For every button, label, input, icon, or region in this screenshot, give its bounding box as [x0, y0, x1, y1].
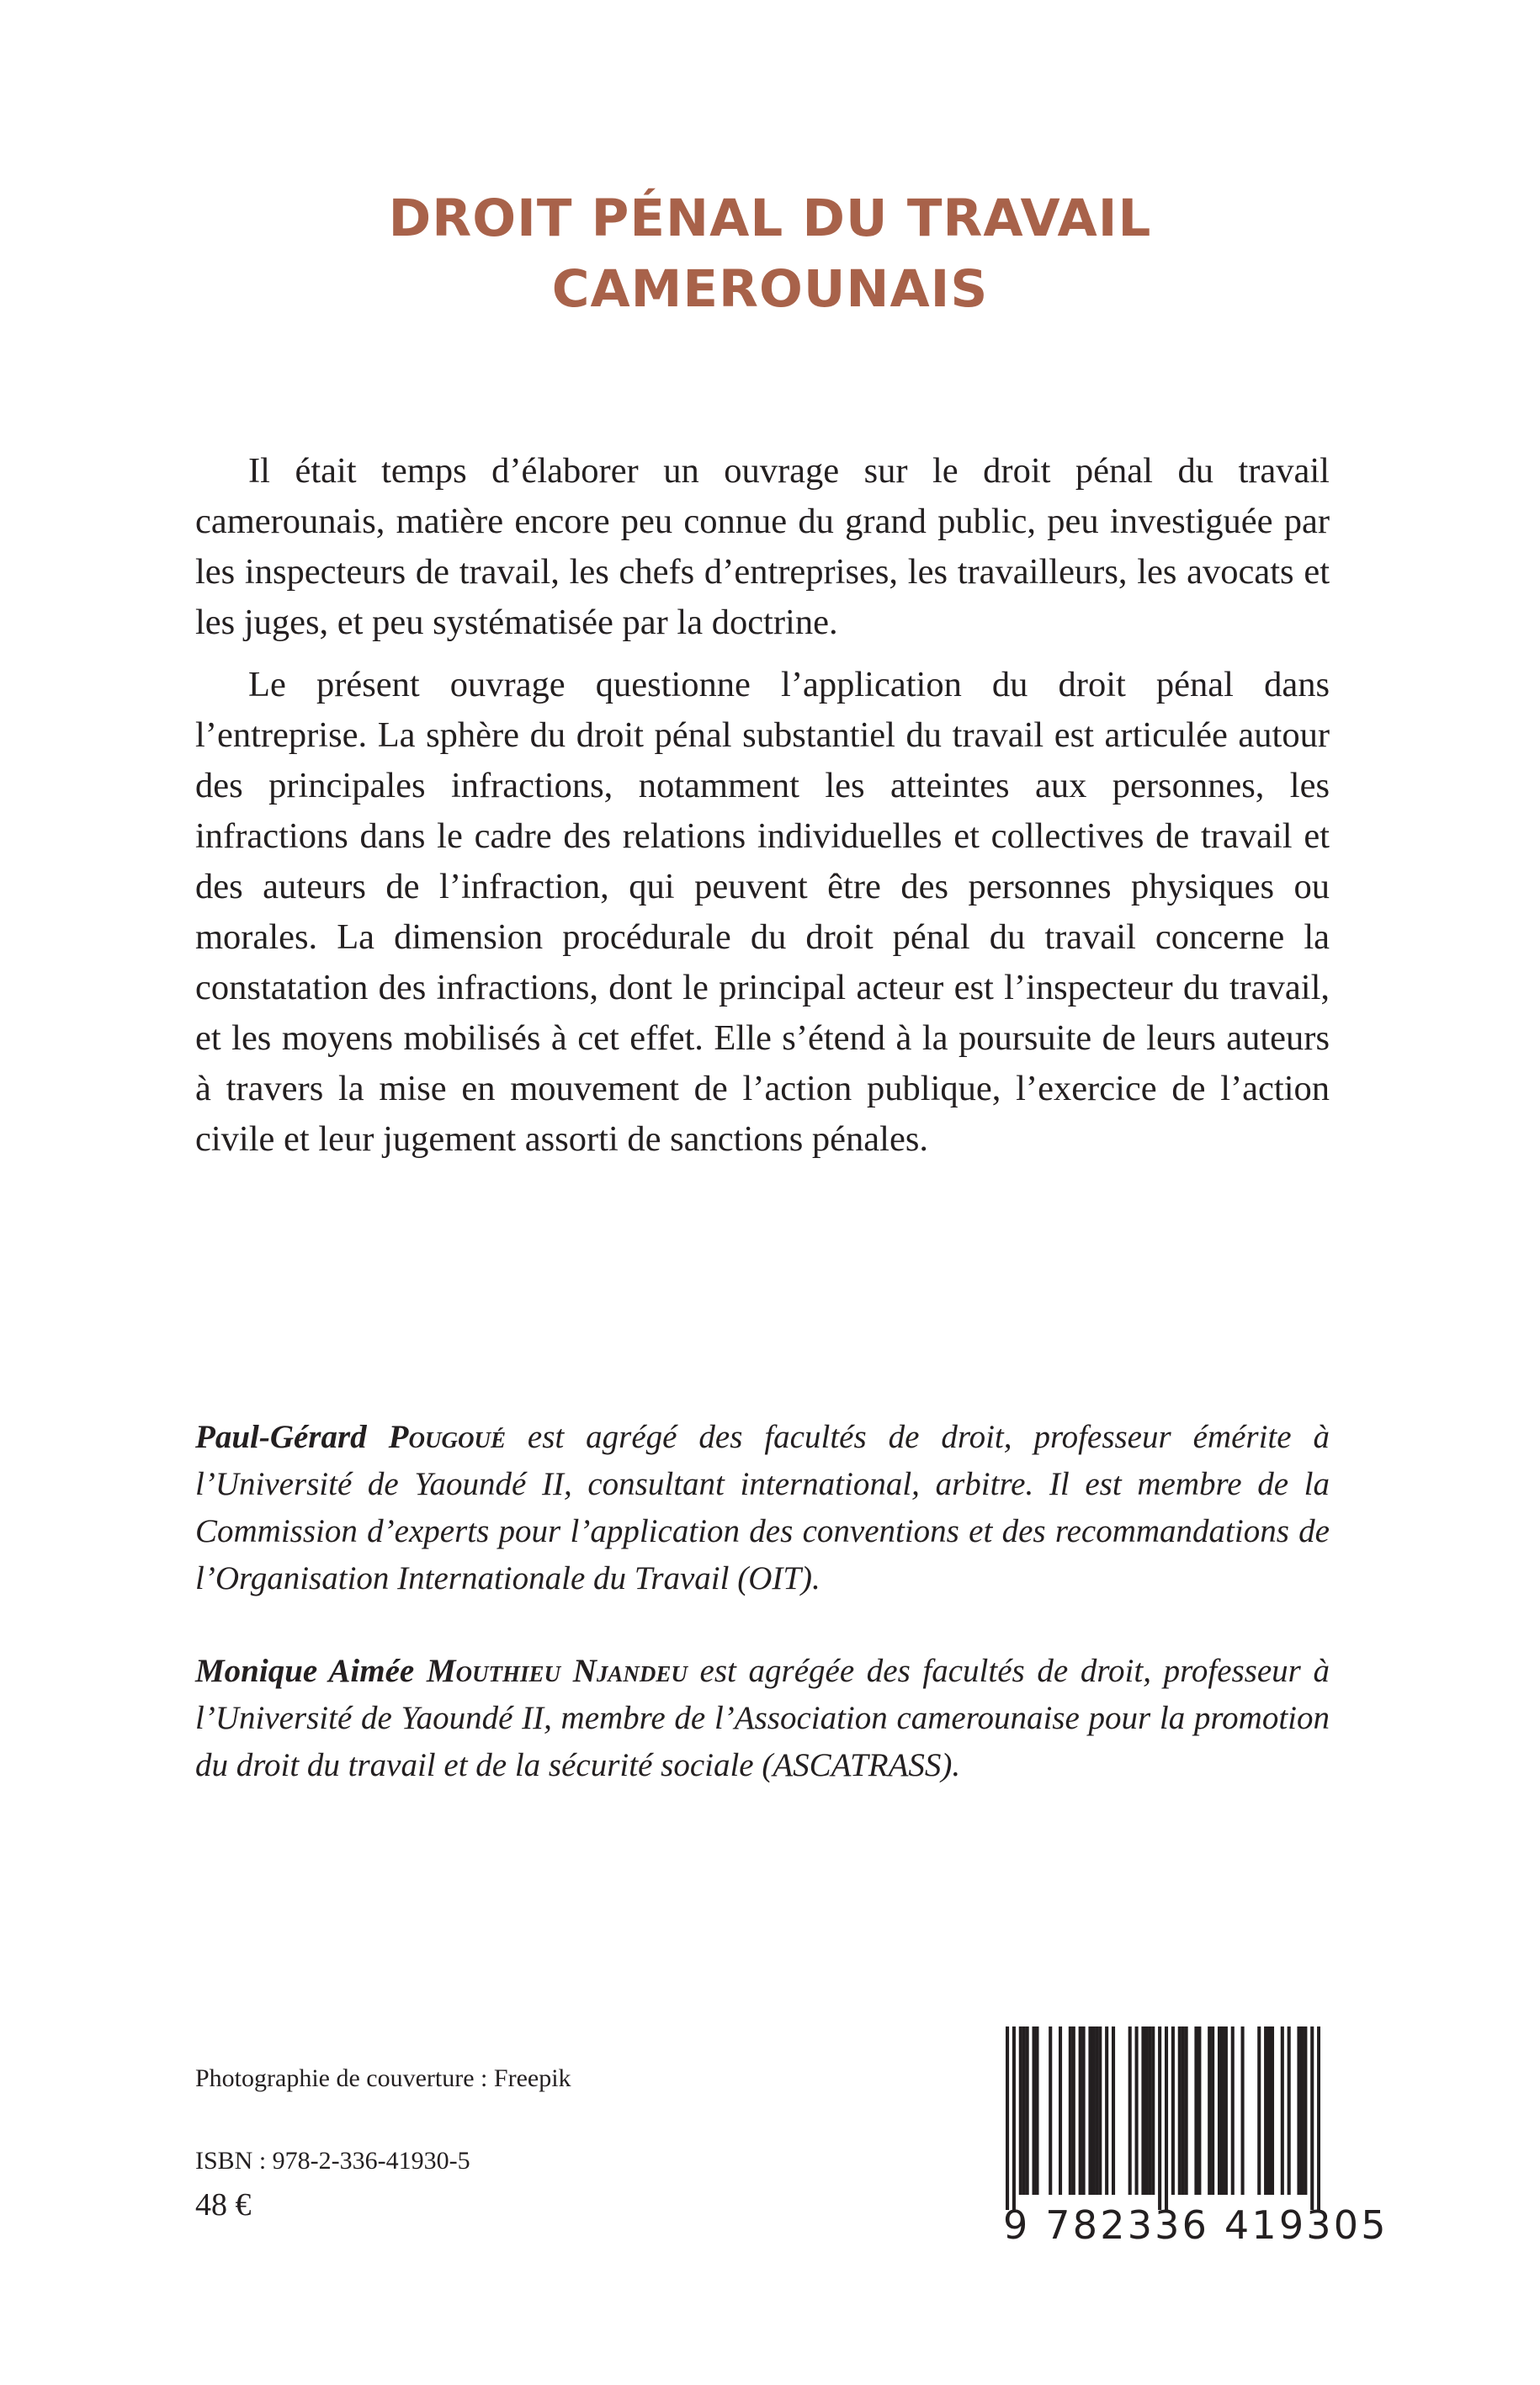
barcode-bar — [1194, 2026, 1197, 2195]
barcode-bar — [1148, 2026, 1151, 2195]
barcode-bars — [1006, 2026, 1320, 2210]
barcode-bar — [1171, 2026, 1175, 2195]
barcode-bar — [1231, 2026, 1235, 2195]
price-label: 48 € — [195, 2187, 252, 2223]
barcode-bar — [1178, 2026, 1182, 2195]
barcode-bar — [1288, 2026, 1291, 2195]
barcode-bar — [1035, 2026, 1038, 2195]
barcode-bar — [1182, 2026, 1185, 2195]
blurb-paragraph-1: Il était temps d’élaborer un ouvrage sur le droit pénal du travail camerounais, matière encore peu connue du grand public, peu investiguée par les inspecteurs de travail, les chefs d’entreprises, les travailleurs, les avocats et les juges, et peu systématisée par la doctrine. — [195, 451, 1330, 642]
barcode-bar — [1091, 2026, 1095, 2195]
barcode-bar — [1112, 2026, 1115, 2195]
blurb-paragraph-2: Le présent ouvrage questionne l’application du droit pénal dans l’entreprise. La sphère du droit pénal substantiel du travail est articulée autour des principales infractions, notamment les atteintes aux personnes, les infractions dans le cadre des relations individuelles et collectives de travail et des auteurs de l’infraction, qui peuvent être des personnes physiques ou morales. La dimension procédurale du droit pénal du travail concerne la constatation des infractions, dont le principal acteur est l’inspecteur du travail, et les moyens mobilisés à cet effet. Elle s’étend à la poursuite de leurs auteurs à travers la mise en mouvement de l’action publique, l’exercice de l’action civile et leur jugement assorti de sanctions pénales. — [195, 665, 1330, 1159]
author-2-bio-text: est agrégée des facultés de droit, professeur à l’Université de Yaoundé II, membre de l’Association camerounaise pour la promotion du droit du travail et de la sécurité sociale (ASCATRASS). — [195, 1653, 1330, 1783]
author-bio-1 — [195, 1414, 1330, 1602]
barcode-bar — [1267, 2026, 1271, 2195]
barcode-bar — [1211, 2026, 1214, 2195]
barcode-bar — [1297, 2026, 1300, 2195]
barcode-bar — [1105, 2026, 1108, 2195]
barcode-bar — [1185, 2026, 1188, 2195]
book-title-line-2: CAMEROUNAIS — [551, 259, 989, 319]
author-1-last-name: Pougoué — [388, 1419, 506, 1455]
author-2-last-name: Mouthieu Njandeu — [426, 1653, 688, 1689]
barcode-icon — [1006, 2026, 1320, 2210]
barcode-bar — [1012, 2026, 1016, 2210]
barcode-bar — [1088, 2026, 1091, 2195]
author-bio-2 — [195, 1648, 1330, 1789]
barcode-bar — [1221, 2026, 1224, 2195]
barcode-bar — [1271, 2026, 1274, 2195]
book-title — [0, 183, 1540, 325]
barcode-bar — [1141, 2026, 1144, 2195]
photo-credit: Photographie de couverture : Freepik — [195, 2064, 571, 2092]
book-title-line-1: DROIT PÉNAL DU TRAVAIL — [388, 189, 1152, 248]
author-1-bio-text: est agrégé des facultés de droit, professeur émérite à l’Université de Yaoundé II, consultant international, arbitre. Il est membre de la Commission d’experts pour l’application des conventions et des recommandations de l’Organisation Internationale du Travail (OIT). — [195, 1419, 1330, 1596]
barcode-bar — [1059, 2026, 1062, 2195]
barcode-bar — [1257, 2026, 1261, 2195]
barcode-bar — [1006, 2026, 1009, 2210]
barcode-bar — [1241, 2026, 1245, 2195]
barcode-bar — [1281, 2026, 1284, 2195]
barcode-bar — [1079, 2026, 1082, 2195]
barcode-bar — [1304, 2026, 1307, 2195]
barcode-bar — [1022, 2026, 1026, 2195]
barcode-bar — [1264, 2026, 1267, 2195]
barcode-bar — [1069, 2026, 1072, 2195]
barcode-bar — [1144, 2026, 1148, 2195]
barcode-bar — [1208, 2026, 1211, 2195]
barcode-bar — [1095, 2026, 1098, 2195]
author-1-first-name: Paul-Gérard — [195, 1419, 367, 1455]
barcode-bar — [1300, 2026, 1304, 2195]
barcode-bar — [1218, 2026, 1221, 2195]
barcode-bar — [1310, 2026, 1314, 2210]
barcode-bar — [1072, 2026, 1075, 2195]
barcode-bar — [1165, 2026, 1168, 2210]
barcode-bar — [1098, 2026, 1102, 2195]
barcode-bar — [1317, 2026, 1320, 2210]
barcode-digits: 9 782336 419305 — [1003, 2202, 1389, 2248]
barcode-bar — [1224, 2026, 1228, 2195]
barcode-bar — [1128, 2026, 1132, 2195]
barcode-bar — [1082, 2026, 1086, 2195]
barcode-bar — [1135, 2026, 1139, 2195]
author-2-first-name: Monique Aimée — [195, 1653, 415, 1689]
barcode-bar — [1197, 2026, 1201, 2195]
book-blurb — [195, 446, 1330, 1177]
barcode-bar — [1049, 2026, 1052, 2195]
barcode-bar — [1158, 2026, 1161, 2210]
barcode-bar — [1026, 2026, 1029, 2195]
isbn-number: ISBN : 978-2-336-41930-5 — [195, 2147, 470, 2175]
barcode-bar — [1151, 2026, 1155, 2195]
barcode-bar — [1032, 2026, 1035, 2195]
barcode-bar — [1019, 2026, 1022, 2195]
